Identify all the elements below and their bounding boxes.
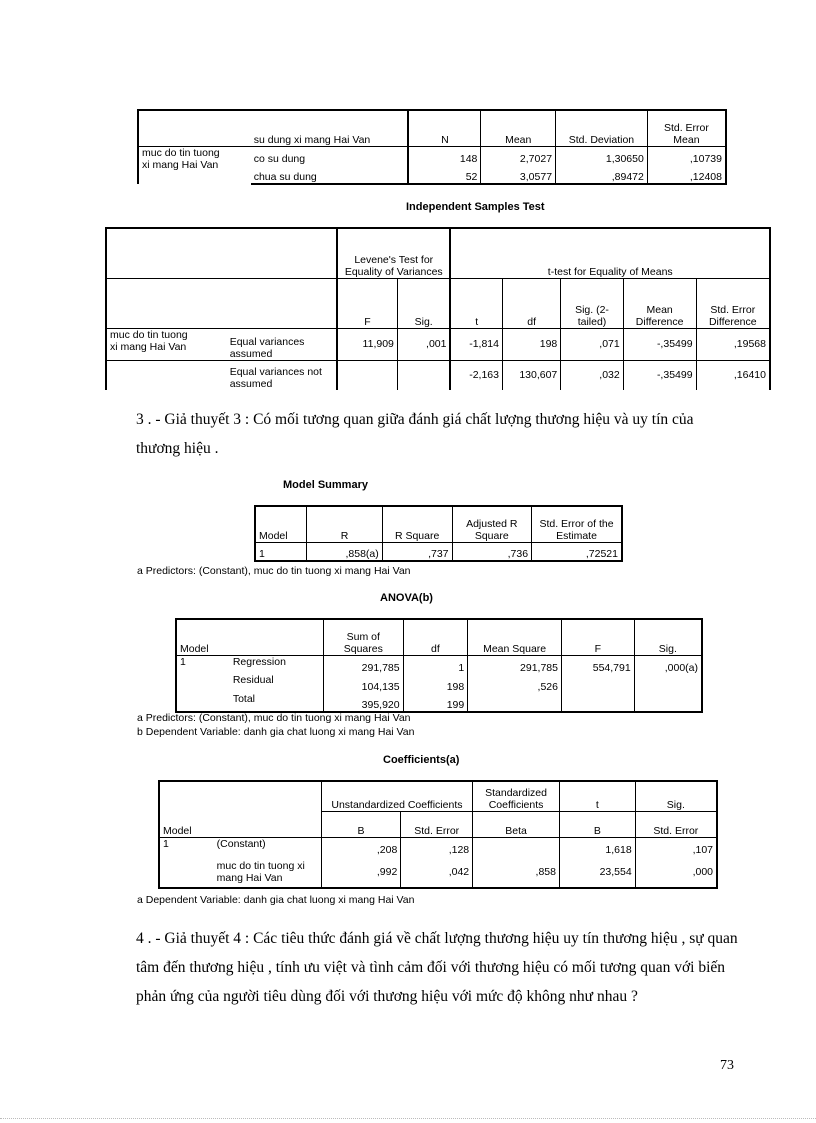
cell-b: ,992 [321,856,401,888]
cell-se-diff: ,16410 [696,360,770,390]
coefficients-title: Coefficients(a) [383,754,460,766]
row-label-constant: (Constant) [214,837,322,856]
cell-t: 1,618 [559,837,635,856]
header-df: df [403,619,468,655]
cell-ss: 291,785 [323,655,403,674]
independent-samples-test-table [105,227,771,390]
cell-df: 198 [403,674,468,693]
cell-sig: ,001 [397,328,450,360]
model-summary-table [254,505,623,562]
row-variable-label [106,328,227,360]
row-label-line-1: muc do tin tuong [110,328,188,341]
cell-f [337,360,397,390]
cell-se-diff: ,19568 [696,328,770,360]
cell-sd: 1,30650 [556,146,648,165]
anova-table [175,618,703,713]
cell-mean: 2,7027 [481,146,556,165]
cell-sd: ,89472 [556,165,648,184]
model-summary-title: Model Summary [283,479,368,491]
row-label-line-2: xi mang Hai Van [110,340,187,353]
cell-mean-diff: -,35499 [623,360,696,390]
cell-n: 148 [408,146,481,165]
cell-df: 1 [403,655,468,674]
hypothesis-4-paragraph: 4 . - Giả thuyết 4 : Các tiêu thức đánh giá về chất lượng thương hiệu uy tín thương hiệu , sự quan tâm đến thương hiệu , tính ưu việt và tình cảm đối với thương hiệu có mối tương quan với biến phản ứng của người tiêu dùng đối với thương hiệu với mức độ không như nhau ? [136,930,738,1005]
header-sig: Sig. [634,619,702,655]
header-adjusted-r-square: Adjusted R Square [452,506,532,542]
cell-df: 198 [503,328,561,360]
coefficients-table [158,780,718,889]
cell-beta: ,858 [473,856,560,888]
cell-beta [473,837,560,856]
cell-sig [634,693,702,712]
row-variable-label [138,146,251,184]
cell-f [561,693,634,712]
cell-f [561,674,634,693]
cell-df: 199 [403,693,468,712]
row-label-line-2: xi mang Hai Van [142,158,219,171]
header-std-deviation: Std. Deviation [556,110,648,146]
row-label-equal-assumed: Equal variances assumed [227,328,337,360]
anova-footnote-b: b Dependent Variable: danh gia chat luong xi mang Hai Van [137,726,415,738]
header-mean-square: Mean Square [468,619,562,655]
header-model: Model [176,619,230,655]
cell-sig: ,000 [635,856,717,888]
coefficients-footnote: a Dependent Variable: danh gia chat luong xi mang Hai Van [137,894,415,906]
cell-std-error-estimate: ,72521 [532,542,622,561]
cell-sig [397,360,450,390]
cell-model-number: 1 [159,837,214,856]
header-f: F [337,278,397,328]
cell-t: -2,163 [450,360,502,390]
cell-sig-2: ,071 [561,328,623,360]
header-std-error-difference: Std. Error Difference [696,278,770,328]
cell-ms: ,526 [468,674,562,693]
row-label-line-1: muc do tin tuong [142,146,220,159]
cell-f: 554,791 [561,655,634,674]
cell-ss: 395,920 [323,693,403,712]
header-sig: Sig. [635,781,717,811]
header-t: t [450,278,502,328]
header-beta: Beta [473,811,560,837]
cell-f: 11,909 [337,328,397,360]
header-std-error: Std. Error [401,811,473,837]
cell-sig: ,107 [635,837,717,856]
header-sum-of-squares: Sum of Squares [323,619,403,655]
header-b: B [321,811,401,837]
group-label: co su dung [251,146,409,165]
model-summary-footnote: a Predictors: (Constant), muc do tin tuong xi mang Hai Van [137,565,411,577]
header-f: F [561,619,634,655]
cell-model-number: 1 [176,655,230,674]
header-model: Model [255,506,307,542]
header-std-error-estimate: Std. Error of the Estimate [532,506,622,542]
cell-ms: 291,785 [468,655,562,674]
row-label-equal-not-assumed: Equal variances not assumed [227,360,337,390]
header-unstandardized: Unstandardized Coefficients [321,781,472,811]
header-standardized: Standardized Coefficients [473,781,560,811]
header-sig-2-tailed: Sig. (2-tailed) [561,278,623,328]
cell-ms [468,693,562,712]
cell-t: 23,554 [559,856,635,888]
header-t-b: B [559,811,635,837]
cell-mean: 3,0577 [481,165,556,184]
header-model: Model [159,811,321,837]
cell-sem: ,10739 [647,146,726,165]
header-sig-std-error: Std. Error [635,811,717,837]
independent-test-title: Independent Samples Test [406,201,545,213]
cell-r-square: ,737 [382,542,452,561]
cell-df: 130,607 [503,360,561,390]
cell-sem: ,12408 [647,165,726,184]
cell-t: -1,814 [450,328,502,360]
row-label-regression: Regression [230,655,324,674]
anova-title: ANOVA(b) [380,592,433,604]
cell-sig-2: ,032 [561,360,623,390]
cell-b: ,208 [321,837,401,856]
cell-model: 1 [255,542,307,561]
row-label-residual: Residual [230,674,324,693]
header-n: N [408,110,481,146]
cell-ss: 104,135 [323,674,403,693]
cell-mean-diff: -,35499 [623,328,696,360]
header-group-var: su dung xi mang Hai Van [251,110,409,146]
group-statistics-table [137,109,727,185]
ttest-header: t-test for Equality of Means [450,228,770,278]
row-label-total: Total [230,693,324,712]
header-mean: Mean [481,110,556,146]
cell-sig: ,000(a) [634,655,702,674]
row-label-predictor: muc do tin tuong xi mang Hai Van [214,856,322,888]
header-r: R [307,506,383,542]
cell-sig [634,674,702,693]
page-number: 73 [720,1058,734,1073]
hypothesis-3-paragraph: 3 . - Giả thuyết 3 : Có mối tương quan giữa đánh giá chất lượng thương hiệu và uy tín của thương hiệu . [136,411,694,457]
cell-n: 52 [408,165,481,184]
anova-footnote-a: a Predictors: (Constant), muc do tin tuong xi mang Hai Van [137,712,411,724]
header-df: df [503,278,561,328]
cell-r: ,858(a) [307,542,383,561]
header-t: t [559,781,635,811]
cell-std-error: ,128 [401,837,473,856]
levene-header: Levene's Test for Equality of Variances [337,228,450,278]
header-sig: Sig. [397,278,450,328]
header-mean-difference: Mean Difference [623,278,696,328]
group-label: chua su dung [251,165,409,184]
cell-std-error: ,042 [401,856,473,888]
header-std-error-mean: Std. Error Mean [647,110,726,146]
header-r-square: R Square [382,506,452,542]
page-bottom-divider [0,1118,816,1119]
cell-adjusted-r-square: ,736 [452,542,532,561]
